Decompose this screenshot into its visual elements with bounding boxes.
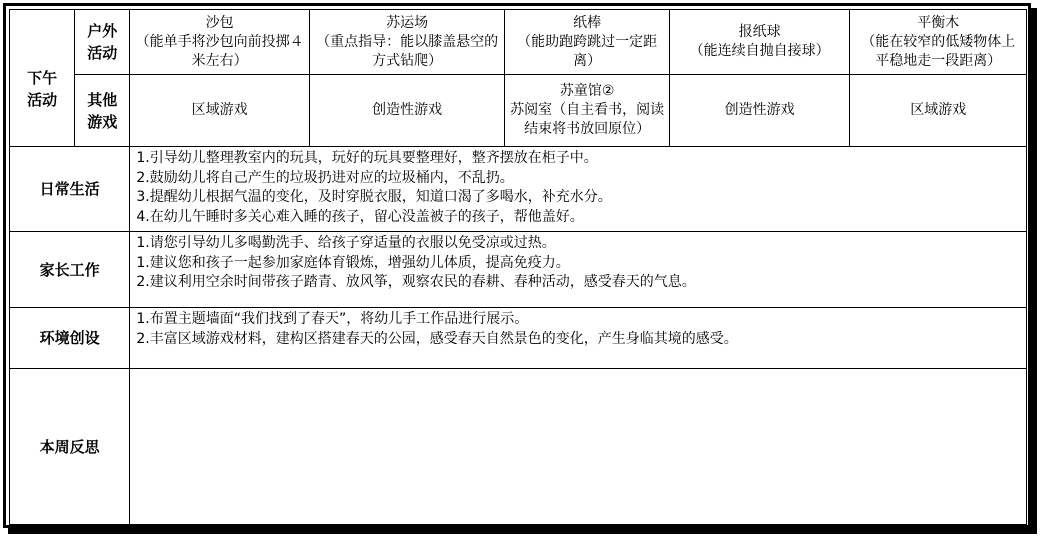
outdoor-title: 苏运场 — [386, 14, 429, 31]
daily-life-label: 日常生活 — [10, 147, 130, 232]
list-item: 2.鼓励幼儿将自己产生的垃圾扔进对应的垃圾桶内，不乱扔。 — [136, 169, 514, 186]
list-item: 2.建议利用空余时间带孩子踏青、放风筝，观察农民的春耕、春种活动，感受春天的气息。 — [136, 274, 696, 290]
outdoor-desc: （能连续自抛自接球） — [689, 43, 830, 59]
outdoor-row — [10, 10, 1027, 75]
shadow-bottom — [8, 528, 1037, 534]
shadow-right — [1031, 8, 1037, 533]
list-item: 1.引导幼儿整理教室内的玩具，玩好的玩具要整理好，整齐摆放在柜子中。 — [136, 150, 598, 166]
game-cell: 区域游戏 — [850, 75, 1027, 147]
game-cell — [505, 75, 669, 147]
environment-content — [130, 308, 1027, 369]
outdoor-cell — [850, 10, 1027, 75]
list-item: 3.提醒幼儿根据气温的变化，及时穿脱衣服，知道口渴了多喝水，补充水分。 — [136, 189, 612, 205]
outdoor-desc: （能在较窄的低矮物体上平稳地走一段距离） — [861, 33, 1016, 69]
outdoor-cell — [130, 10, 310, 75]
reflection-label: 本周反思 — [10, 369, 130, 525]
other-games-label: 其他游戏 — [75, 75, 130, 147]
game-title: 苏童馆② — [559, 83, 615, 99]
parent-work-row — [10, 232, 1027, 308]
game-desc: 苏阅室（自主看书，阅读结束将书放回原位） — [510, 102, 665, 137]
outdoor-desc: （重点指导：能以膝盖悬空的方式钻爬） — [316, 33, 499, 69]
outdoor-title: 纸棒 — [573, 14, 602, 31]
outdoor-desc: （能助跑跨跳过一定距离） — [517, 33, 658, 69]
game-cell: 创造性游戏 — [309, 75, 505, 147]
outdoor-desc: （能单手将沙包向前投掷４米左右） — [135, 33, 304, 69]
outdoor-cell — [505, 10, 669, 75]
reflection-row — [10, 369, 1027, 525]
list-item: 2.丰富区域游戏材料，建构区搭建春天的公园，感受春天自然景色的变化，产生身临其境的感受。 — [136, 330, 738, 347]
weekly-plan-table — [9, 9, 1027, 525]
outdoor-title: 报纸球 — [738, 24, 781, 40]
outdoor-cell — [309, 10, 505, 75]
list-item: 1.布置主题墙面“我们找到了春天”，将幼儿手工作品进行展示。 — [136, 311, 529, 327]
daily-life-row — [10, 147, 1027, 232]
outdoor-title: 平衡木 — [917, 14, 960, 31]
afternoon-label: 下午 活动 — [10, 10, 75, 147]
environment-label: 环境创设 — [10, 308, 130, 369]
outdoor-cell — [669, 10, 850, 75]
list-item: 1.建议您和孩子一起参加家庭体育锻炼，增强幼儿体质，提高免疫力。 — [136, 254, 570, 271]
game-cell: 区域游戏 — [130, 75, 310, 147]
list-item: 1.请您引导幼儿多喝勤洗手、给孩子穿适量的衣服以免受凉或过热。 — [136, 235, 556, 251]
parent-work-content — [130, 232, 1027, 308]
other-games-row — [10, 75, 1027, 147]
game-cell: 创造性游戏 — [669, 75, 850, 147]
reflection-content[interactable] — [130, 369, 1027, 525]
daily-life-content — [130, 147, 1027, 232]
outdoor-label: 户外活动 — [75, 10, 130, 75]
outdoor-title: 沙包 — [205, 14, 234, 31]
list-item: 4.在幼儿午睡时多关心难入睡的孩子，留心没盖被子的孩子，帮他盖好。 — [136, 208, 584, 225]
environment-row — [10, 308, 1027, 369]
parent-work-label: 家长工作 — [10, 232, 130, 308]
